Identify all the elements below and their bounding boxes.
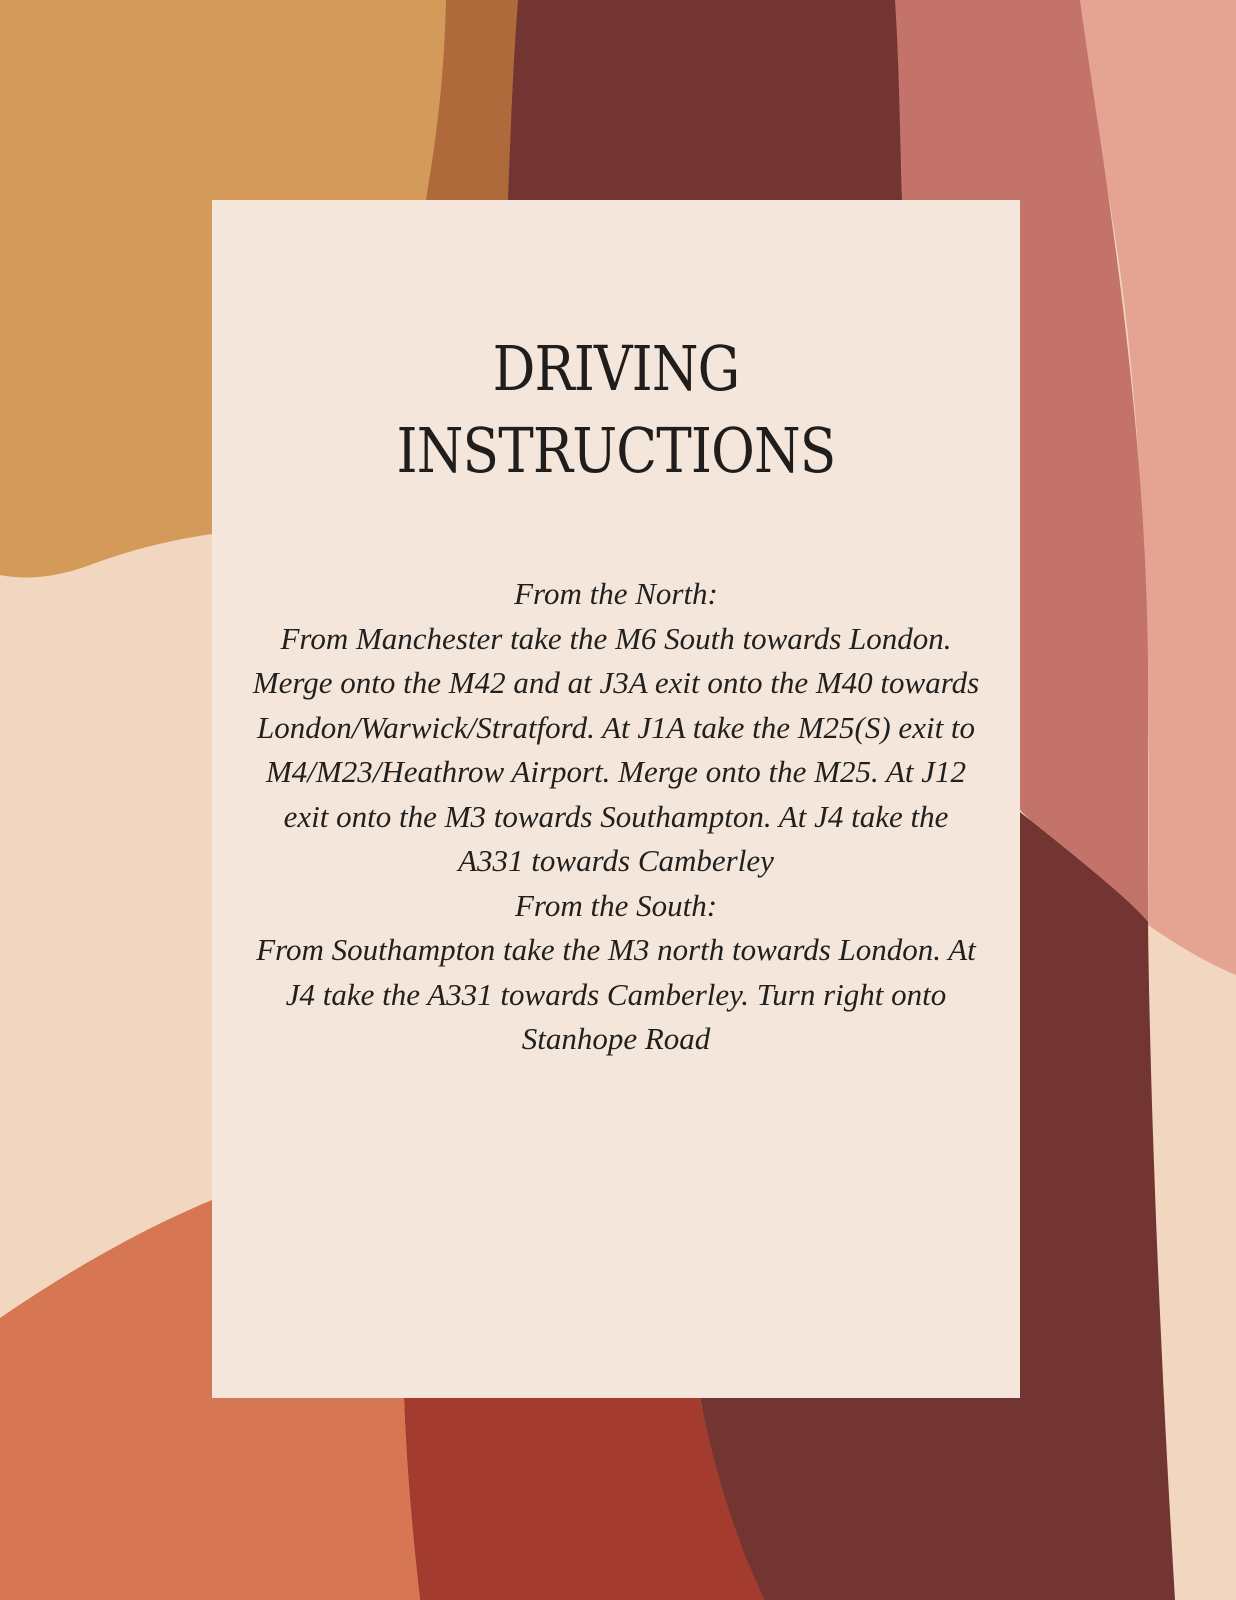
instructions-card bbox=[212, 200, 1020, 1398]
section-heading-south: From the South: bbox=[514, 887, 718, 923]
section-text-south: From Southampton take the M3 north towards London. At J4 take the A331 towards Camberley. Turn right onto Stanhope Road bbox=[256, 932, 976, 1056]
section-text-north: From Manchester take the M6 South towards London. Merge onto the M42 and at J3A exit onto the M40 towards London/Warwick/Stratford. At J1A take the M25(S) exit to M4/M23/Heathrow Airport. Merge onto the M25. At J12 exit onto the M3 towards Southampton. At J4 take the A331 towards Camberley bbox=[252, 620, 980, 878]
directions-text bbox=[252, 572, 980, 1062]
background-maroon-top bbox=[508, 0, 902, 200]
title-line-1: DRIVING bbox=[492, 332, 740, 405]
title-line-2: INSTRUCTIONS bbox=[396, 414, 836, 487]
section-heading-north: From the North: bbox=[514, 576, 718, 611]
page-title bbox=[269, 328, 964, 492]
